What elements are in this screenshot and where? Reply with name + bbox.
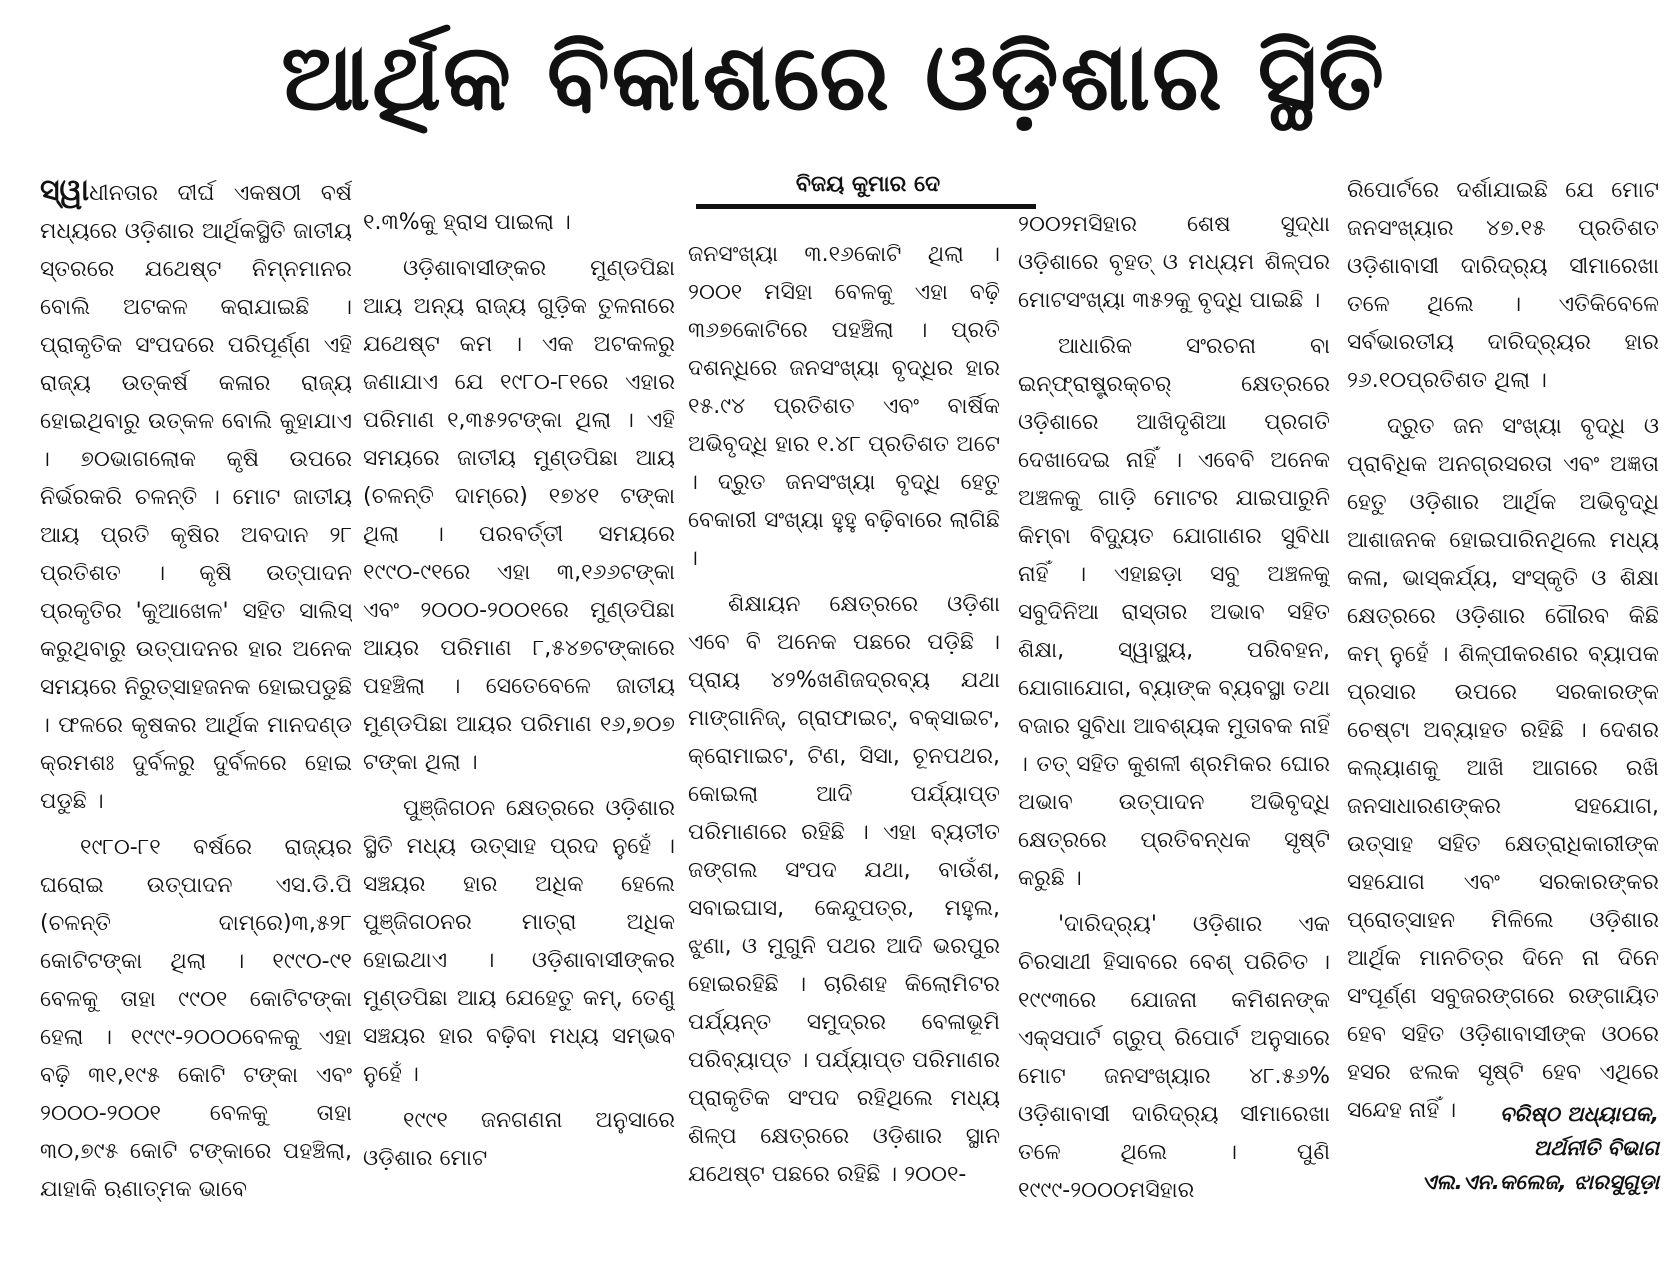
paragraph: ରିପୋର୍ଟରେ ଦର୍ଶାଯାଇଛି ଯେ ମୋଟ ଜନସଂଖ୍ୟାର ୪୭.୧୫ ପ୍ରତିଶତ ଓଡ଼ିଶାବାସୀ ଦାରିଦ୍ର୍ୟ ସୀମାରେଖା ତଳେ ଥିଲେ । ଏତିକିବେଳେ ସର୍ବଭାରତୀୟ ଦାରିଦ୍ର୍ୟର ହାର ୨୬.୧୦ପ୍ରତିଶତ ଥିଲା । <box>1347 178 1659 393</box>
paragraph: ଶିକ୍ଷାୟନ କ୍ଷେତ୍ରରେ ଓଡ଼ିଶା ଏବେ ବି ଅନେକ ପଛରେ ପଡ଼ିଛି । ପ୍ରାୟ ୪୨%ଖଣିଜଦ୍ରବ୍ୟ ଯଥା ମାଙ୍ଗାନିଜ୍, ଗ୍ରାଫାଇଟ୍, ବକ୍ସାଇଟ, କ୍ରୋମାଇଟ, ଟିଣ, ସିସା, ଚୂନପଥର, କୋଇଲା ଆଦି ପର୍ଯ୍ୟାପ୍ତ ପରିମାଣରେ ରହିଛି । ଏହା ବ୍ୟତୀତ ଜଙ୍ଗଲ ସଂପଦ ଯଥା, ବାଉଁଶ, ସବାଇଘାସ, କେନ୍ଦୁପତ୍ର, ମହୁଲ, ଝୁଣା, ଓ ମୁଗୁନି ପଥର ଆଦି ଭରପୁର ହୋଇରହିଛି । ଚାରିଶହ କିଲୋମିଟର ପର୍ଯ୍ୟନ୍ତ ସମୁଦ୍ରର ବେଳାଭୂମି ପରିବ୍ୟାପ୍ତ । ପର୍ଯ୍ୟାପ୍ତ ପରିମାଣର ପ୍ରାକୃତିକ ସଂପଦ ରହିଥିଲେ ମଧ୍ୟ ଶିଳ୍ପ କ୍ଷେତ୍ରରେ ଓଡ଼ିଶାର ସ୍ଥାନ ଯଥେଷ୍ଟ ପଛରେ ରହିଛି । ୨୦୦୧- <box>688 592 1000 1187</box>
paragraph: ୧୯୮୦-୮୧ ବର୍ଷରେ ରାଜ୍ୟର ଘରୋଇ ଉତ୍ପାଦନ ଏସ.ଡି.ପି (ଚଳନ୍ତି ଦାମ୍‌ରେ)୩,୫୨୮ କୋଟିଟଙ୍କା ଥିଲା । ୧୯୯୦-୯୧ ବେଳକୁ ତାହା ୯୯୦୧ କୋଟିଟଙ୍କା ହେଲା । ୧୯୯୯-୨୦୦୦ବେଳକୁ ଏହା ବଢ଼ି ୩୧,୧୯୫ କୋଟି ଟଙ୍କା ଏବଂ ୨୦୦୦-୨୦୦୧ ବେଳକୁ ତାହା ୩୦,୭୯୫ କୋଟି ଟଙ୍କାରେ ପହଞ୍ଚିଲା, ଯାହାକି ଋଣାତ୍ମକ ଭାବେ <box>40 835 352 1202</box>
paragraph: ଓଡ଼ିଶାବାସୀଙ୍କର ମୁଣ୍ଡପିଛା ଆୟ ଅନ୍ୟ ରାଜ୍ୟ ଗୁଡ଼ିକ ତୁଳନାରେ ଯଥେଷ୍ଟ କମ । ଏକ ଅଟକଳରୁ ଜଣାଯାଏ ଯେ ୧୯୮୦-୮୧ରେ ଏହାର ପରିମାଣ ୧,୩୫୨ଟଙ୍କା ଥିଲା । ଏହି ସମୟରେ ଜାତୀୟ ମୁଣ୍ଡପିଛା ଆୟ (ଚଳନ୍ତି ଦାମ୍‌ରେ) ୧୭୪୧ ଟଙ୍କା ଥିଲା । ପରବର୍ତ୍ତୀ ସମୟରେ ୧୯୯୦-୯୧ରେ ଏହା ୩,୧୬୬ଟଙ୍କା ଏବଂ ୨୦୦୦-୨୦୦୧ରେ ମୁଣ୍ଡପିଛା ଆୟର ପରିମାଣ ୮,୫୪୭ଟଙ୍କାରେ ପହଞ୍ଚିଲା । ସେତେବେଳେ ଜାତୀୟ ମୁଣ୍ଡପିଛା ଆୟର ପରିମାଣ ୧୬,୭୦୭ ଟଙ୍କା ଥିଲା । <box>363 256 675 775</box>
author-college: ଏଲ.ଏନ.କଲେଜ, ଝାରସୁଗୁଡ଼ା <box>1421 1170 1659 1194</box>
column-5 <box>1347 172 1659 1202</box>
paragraph: ୨୦୦୨ମସିହାର ଶେଷ ସୁଦ୍ଧା ଓଡ଼ିଶାରେ ବୃହତ୍ ଓ ମଧ୍ୟମ ଶିଳ୍ପର ମୋଟସଂଖ୍ୟା ୩୫୨କୁ ବୃଦ୍ଧି ପାଇଛି । <box>1018 212 1330 313</box>
column-1 <box>40 172 352 1202</box>
paragraph: ୧.୩%କୁ ହ୍ରାସ ପାଇଲା । <box>363 210 571 235</box>
column-2 <box>363 204 675 1234</box>
paragraph: ପୁଞ୍ଜିଗଠନ କ୍ଷେତ୍ରରେ ଓଡ଼ିଶାର ସ୍ଥିତି ମଧ୍ୟ ଉତ୍ସାହ ପ୍ରଦ ନୁହେଁ । ସଞ୍ଚୟର ହାର ଅଧିକ ହେଲେ ପୁଞ୍ଜିଗଠନର ମାତ୍ରା ଅଧିକ ହୋଇଥାଏ । ଓଡ଼ିଶାବାସୀଙ୍କର ମୁଣ୍ଡପିଛା ଆୟ ଯେହେତୁ କମ୍, ତେଣୁ ସଞ୍ଚୟର ହାର ବଢ଼ିବା ମଧ୍ୟ ସମ୍ଭବ ନୁହେଁ । <box>363 796 675 1087</box>
drop-cap: ସ୍ୱା <box>40 173 90 208</box>
column-4 <box>1018 206 1330 1236</box>
paragraph: ଜନସଂଖ୍ୟା ୩.୧୬କୋଟି ଥିଲା । ୨୦୦୧ ମସିହା ବେଳକୁ ଏହା ବଢ଼ି ୩୬୭କୋଟିରେ ପହଞ୍ଚିଲା । ପ୍ରତି ଦଶନ୍ଧିରେ ଜନସଂଖ୍ୟା ବୃଦ୍ଧିର ହାର ୧୫.୯୪ ପ୍ରତିଶତ ଏବଂ ବାର୍ଷିକ ଅଭିବୃଦ୍ଧି ହାର ୧.୪୮ ପ୍ରତିଶତ ଅଟେ । ଦ୍ରୁତ ଜନସଂଖ୍ୟା ବୃଦ୍ଧି ହେତୁ ବେକାରୀ ସଂଖ୍ୟା ହୁହୁ ବଢ଼ିବାରେ ଲାଗିଛି । <box>688 242 1000 571</box>
paragraph: ଆଧାରିକ ସଂରଚନା ବା ଇନ୍‌ଫ୍ରାଷ୍ଟ୍ରକ୍‌ଚର୍ କ୍ଷେତ୍ରରେ ଓଡ଼ିଶାରେ ଆଖିଦୃଶିଆ ପ୍ରଗତି ଦେଖାଦେଇ ନାହିଁ । ଏବେବି ଅନେକ ଅଞ୍ଚଳକୁ ଗାଡ଼ି ମୋଟର ଯାଇପାରୁନି କିମ୍ବା ବିଦ୍ୟୁତ ଯୋଗାଣର ସୁବିଧା ନାହିଁ । ଏହାଛଡ଼ା ସବୁ ଅଞ୍ଚଳକୁ ସବୁଦିନିଆ ରାସ୍ତାର ଅଭାବ ସହିତ ଶିକ୍ଷା, ସ୍ୱାସ୍ଥ୍ୟ, ପରିବହନ, ଯୋଗାଯୋଗ, ବ୍ୟାଙ୍କ ବ୍ୟବସ୍ଥା ତଥା ବଜାର ସୁବିଧା ଆବଶ୍ୟକ ମୁତାବକ ନାହିଁ । ତତ୍ ସହିତ କୁଶଳୀ ଶ୍ରମିକର ଘୋର ଅଭାବ ଉତ୍ପାଦନ ଅଭିବୃଦ୍ଧି କ୍ଷେତ୍ରରେ ପ୍ରତିବନ୍ଧକ ସୃଷ୍ଟି କରୁଛି । <box>1018 334 1330 891</box>
column-3 <box>688 236 1000 1266</box>
author-title: ବରିଷ୍ଠ ଅଧ୍ୟାପକ, <box>1499 1102 1659 1126</box>
paragraph <box>40 172 352 821</box>
paragraph: ୧୯୯୧ ଜନଗଣନା ଅନୁସାରେ ଓଡ଼ିଶାର ମୋଟ <box>363 1108 675 1171</box>
byline-rule <box>696 204 1036 209</box>
byline: ବିଜୟ କୁମାର ଦେ <box>795 172 941 197</box>
paragraph: 'ଦାରିଦ୍ର୍ୟ' ଓଡ଼ିଶାର ଏକ ଚିରସାଥୀ ହିସାବରେ ବେଶ୍ ପରିଚିତ । ୧୯୯୩ରେ ଯୋଜନା କମିଶନଙ୍କ ଏକ୍ସପାର୍ଟ ଗ୍ରୁପ୍ ରିପୋର୍ଟ ଅନୁସାରେ ମୋଟ ଜନସଂଖ୍ୟାର ୪୮.୫୬% ଓଡ଼ିଶାବାସୀ ଦାରିଦ୍ର୍ୟ ସୀମାରେଖା ତଳେ ଥିଲେ । ପୁଣି ୧୯୯୯-୨୦୦୦ମସିହାର <box>1018 912 1330 1203</box>
author-signature <box>1347 1097 1659 1199</box>
paragraph: ଦ୍ରୁତ ଜନ ସଂଖ୍ୟା ବୃଦ୍ଧି ଓ ପ୍ରାବିଧିକ ଅନଗ୍ରସରତା ଏବଂ ଅଜ୍ଞତା ହେତୁ ଓଡ଼ିଶାର ଆର୍ଥିକ ଅଭିବୃଦ୍ଧି ଆଶାଜନକ ହୋଇପାରିନଥିଲେ ମଧ୍ୟ କଳା, ଭାସ୍କର୍ଯ୍ୟ, ସଂସ୍କୃତି ଓ ଶିକ୍ଷା କ୍ଷେତ୍ରରେ ଓଡ଼ିଶାର ଗୌରବ କିଛି କମ୍ ନୁହେଁ । ଶିଳ୍ପୀକରଣର ବ୍ୟାପକ ପ୍ରସାର ଉପରେ ସରକାରଙ୍କ ଚେଷ୍ଟା ଅବ୍ୟାହତ ରହିଛି । ଦେଶର କଲ୍ୟାଣକୁ ଆଖି ଆଗରେ ରଖି ଜନସାଧାରଣଙ୍କର ସହଯୋଗ, ଉତ୍ସାହ ସହିତ କ୍ଷେତ୍ରାଧିକାରୀଙ୍କ ସହଯୋଗ ଏବଂ ସରକାରଙ୍କର ପ୍ରୋତ୍ସାହନ ମିଳିଲେ ଓଡ଼ିଶାର ଆର୍ଥିକ ମାନଚିତ୍ର ଦିନେ ନା ଦିନେ ସଂପୂର୍ଣ୍ଣ ସବୁଜରଙ୍ଗରେ ରଙ୍ଗାୟିତ ହେବ ସହିତ ଓଡ଼ିଶାବାସୀଙ୍କ ଓଠରେ ହସର ଝଲକ ସୃଷ୍ଟି ହେବ ଏଥିରେ ସନ୍ଦେହ ନାହିଁ । <box>1347 414 1659 1123</box>
headline: ଆର୍ଥିକ ବିକାଶରେ ଓଡ଼ିଶାର ସ୍ଥିତି <box>281 24 1386 131</box>
author-department: ଅର୍ଥନୀତି ବିଭାଗ <box>1533 1136 1659 1160</box>
paragraph-text: ଧୀନତାର ଦୀର୍ଘ ଏକଷଠୀ ବର୍ଷ ମଧ୍ୟରେ ଓଡ଼ିଶାର ଆର୍ଥିକସ୍ଥିତି ଜାତୀୟ ସ୍ତରରେ ଯଥେଷ୍ଟ ନିମ୍ନମାନର ବୋଲି ଅଟକଳ କରାଯାଇଛି । ପ୍ରାକୃତିକ ସଂପଦରେ ପରିପୂର୍ଣ୍ଣ ଏହି ରାଜ୍ୟ ଉତ୍କର୍ଷ କଳାର ରାଜ୍ୟ ହୋଇଥିବାରୁ ଉତ୍କଳ ବୋଲି କୁହାଯାଏ । ୭୦ଭାଗଲୋକ କୃଷି ଉପରେ ନିର୍ଭରକରି ଚଳନ୍ତି । ମୋଟ ଜାତୀୟ ଆୟ ପ୍ରତି କୃଷିର ଅବଦାନ ୨୮ ପ୍ରତିଶତ । କୃଷି ଉତ୍ପାଦନ ପ୍ରକୃତିର 'କୁଆଖେଳ' ସହିତ ସାଲିସ୍ କରୁଥିବାରୁ ଉତ୍ପାଦନର ହାର ଅନେକ ସମୟରେ ନିରୁତ୍ସାହଜନକ ହୋଇପଡୁଛି । ଫଳରେ କୃଷକର ଆର୍ଥିକ ମାନଦଣ୍ଡ କ୍ରମଶଃ ଦୁର୍ବଳରୁ ଦୁର୍ବଳରେ ହୋଇ ପଡୁଛି । <box>40 181 352 814</box>
